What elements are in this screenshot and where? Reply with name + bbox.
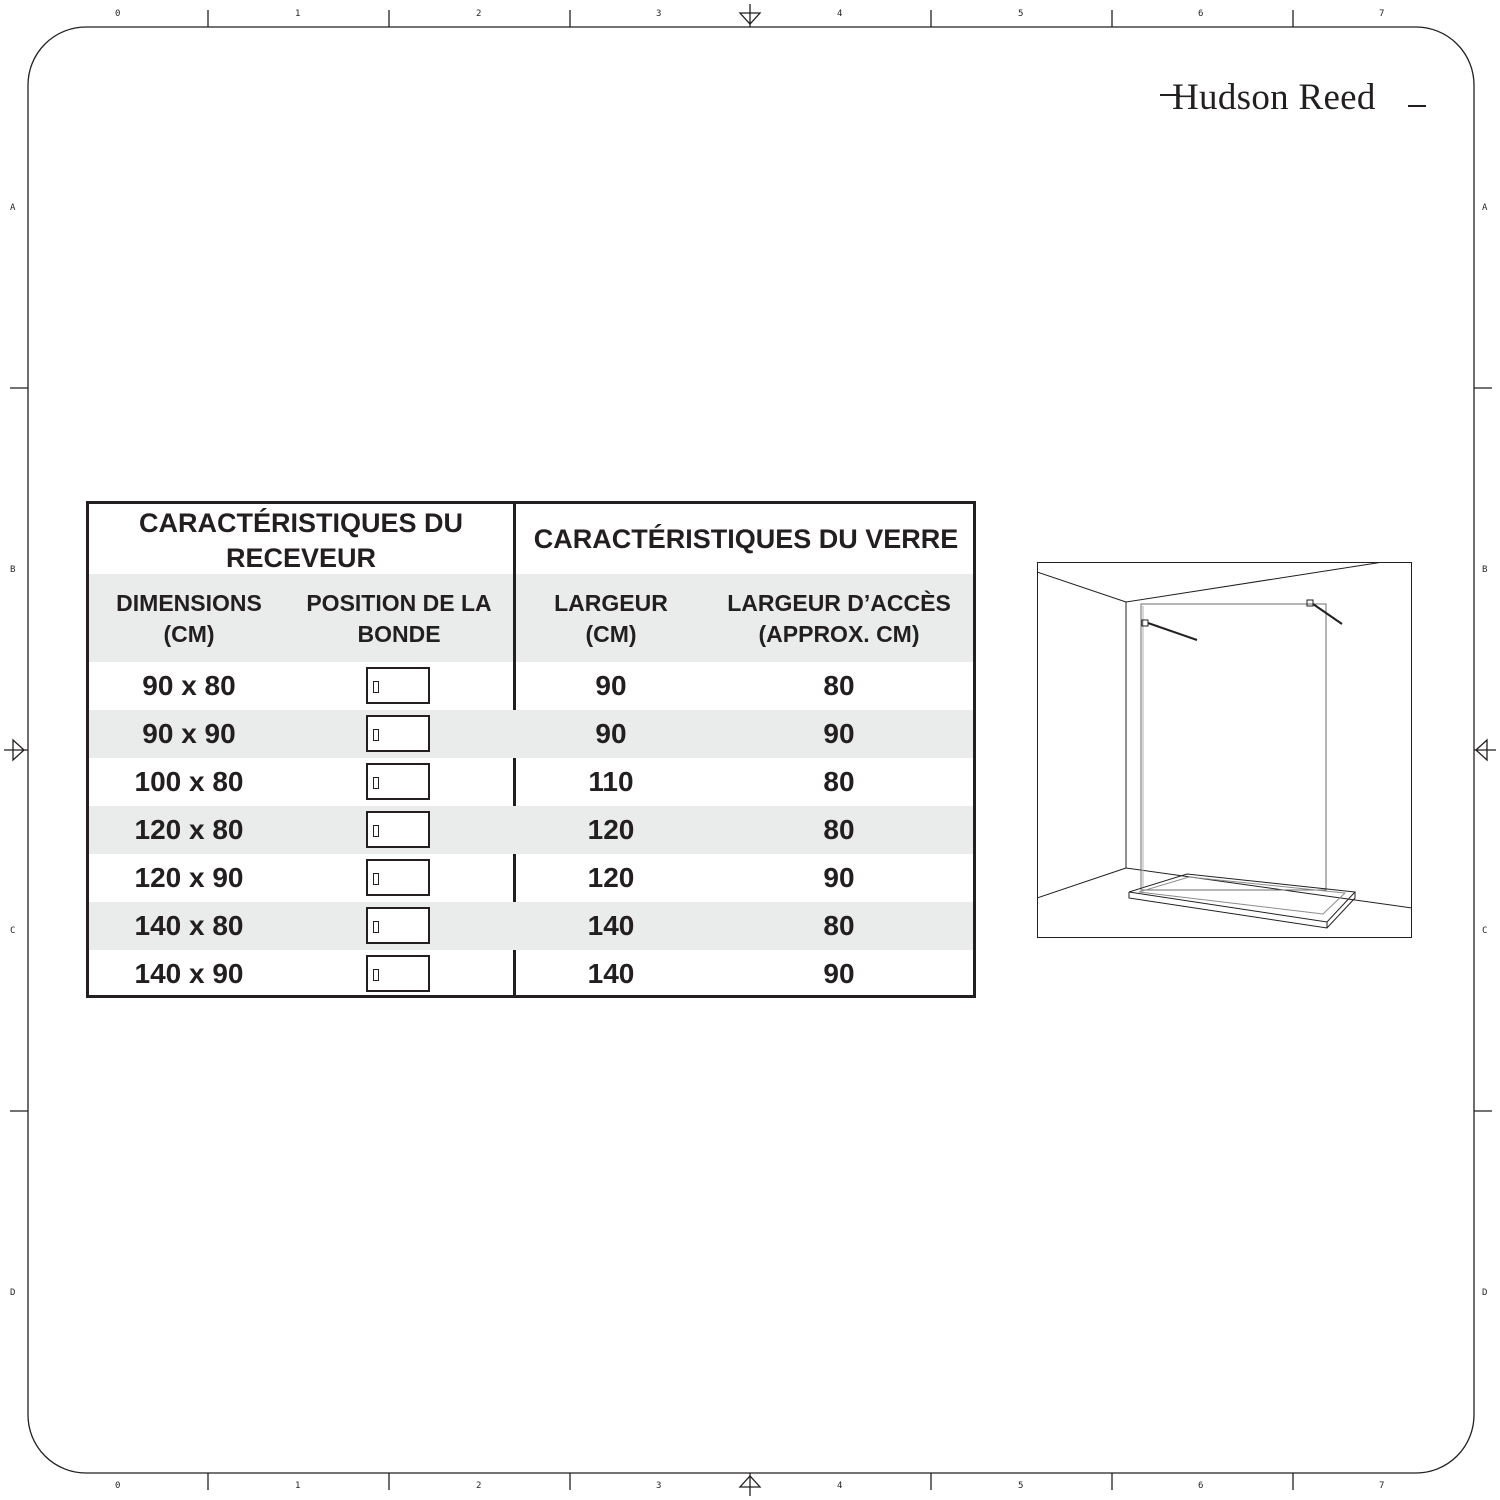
ruler-bottom-2: 2	[476, 1481, 482, 1491]
ruler-left-A: A	[10, 203, 16, 213]
cell-width: 140	[587, 958, 635, 989]
cell-width: 140	[587, 910, 635, 941]
waste-outlet-icon	[373, 825, 379, 837]
cell-width: 90	[595, 718, 627, 749]
ruler-bottom-7: 7	[1379, 1481, 1385, 1491]
cell-access-width: 90	[823, 862, 855, 893]
ruler-bottom-6: 6	[1198, 1481, 1204, 1491]
cell-width: 120	[587, 814, 635, 845]
ruler-left-D: D	[10, 1288, 16, 1298]
table-row	[89, 710, 973, 758]
table-row	[89, 950, 973, 998]
cell-width: 110	[588, 766, 634, 797]
cell-dimensions: 100 x 80	[134, 766, 244, 797]
waste-outlet-icon	[373, 969, 379, 981]
tray-position-icon	[366, 859, 430, 896]
ruler-top-1: 1	[295, 9, 301, 19]
cell-width: 120	[587, 862, 635, 893]
waste-outlet-icon	[373, 681, 379, 693]
tray-position-icon	[366, 715, 430, 752]
cell-dimensions: 140 x 90	[134, 958, 244, 989]
ruler-top-2: 2	[476, 9, 482, 19]
tray-position-icon	[366, 811, 430, 848]
ruler-top-4: 4	[837, 9, 843, 19]
waste-outlet-icon	[373, 921, 379, 933]
ruler-top-0: 0	[115, 9, 121, 19]
header-dimensions: DIMENSIONS (CM)	[116, 590, 262, 647]
ruler-bottom-3: 3	[656, 1481, 662, 1491]
cell-dimensions: 120 x 80	[134, 814, 244, 845]
header-width: LARGEUR (CM)	[554, 590, 668, 647]
ruler-right-C: C	[1482, 926, 1488, 936]
cell-access-width: 80	[823, 814, 855, 845]
logo-strokes	[1160, 70, 1430, 120]
tray-position-icon	[366, 763, 430, 800]
walk-in-shower-illustration	[1037, 562, 1412, 938]
ruler-top-3: 3	[656, 9, 662, 19]
waste-outlet-icon	[373, 873, 379, 885]
cell-dimensions: 90 x 80	[142, 670, 236, 701]
glass-section-title: CARACTÉRISTIQUES DU VERRE	[533, 524, 959, 554]
ruler-bottom-5: 5	[1018, 1481, 1024, 1491]
tray-position-icon	[366, 667, 430, 704]
ruler-top-5: 5	[1018, 9, 1024, 19]
table-row	[89, 806, 973, 854]
ruler-right-A: A	[1482, 203, 1488, 213]
ruler-right-D: D	[1482, 1288, 1488, 1298]
tray-section-title: CARACTÉRISTIQUES DU RECEVEUR	[138, 508, 463, 573]
tray-position-icon	[366, 907, 430, 944]
waste-outlet-icon	[373, 777, 379, 789]
table-row	[89, 662, 973, 710]
ruler-top-6: 6	[1198, 9, 1204, 19]
table-row	[89, 854, 973, 902]
ruler-bottom-1: 1	[295, 1481, 301, 1491]
brand-logo-text: Hudson Reed	[1172, 77, 1376, 118]
header-waste-position: POSITION DE LA BONDE	[306, 590, 492, 647]
ruler-right-B: B	[1482, 565, 1488, 575]
cell-access-width: 90	[823, 958, 855, 989]
table-row	[89, 902, 973, 950]
cell-dimensions: 120 x 90	[134, 862, 244, 893]
cell-width: 90	[595, 670, 627, 701]
ruler-left-B: B	[10, 565, 16, 575]
waste-outlet-icon	[373, 729, 379, 741]
cell-dimensions: 140 x 80	[134, 910, 244, 941]
tray-position-icon	[366, 955, 430, 992]
cell-access-width: 80	[823, 910, 855, 941]
table-row	[89, 758, 973, 806]
ruler-bottom-4: 4	[837, 1481, 843, 1491]
ruler-bottom-0: 0	[115, 1481, 121, 1491]
ruler-top-7: 7	[1379, 9, 1385, 19]
spec-table	[86, 501, 976, 998]
cell-dimensions: 90 x 90	[142, 718, 236, 749]
cell-access-width: 90	[823, 718, 855, 749]
cell-access-width: 80	[823, 766, 855, 797]
header-access-width: LARGEUR D’ACCÈS (APPROX. CM)	[727, 590, 951, 647]
cell-access-width: 80	[823, 670, 855, 701]
brand-logo	[1160, 70, 1430, 120]
ruler-left-C: C	[10, 926, 16, 936]
